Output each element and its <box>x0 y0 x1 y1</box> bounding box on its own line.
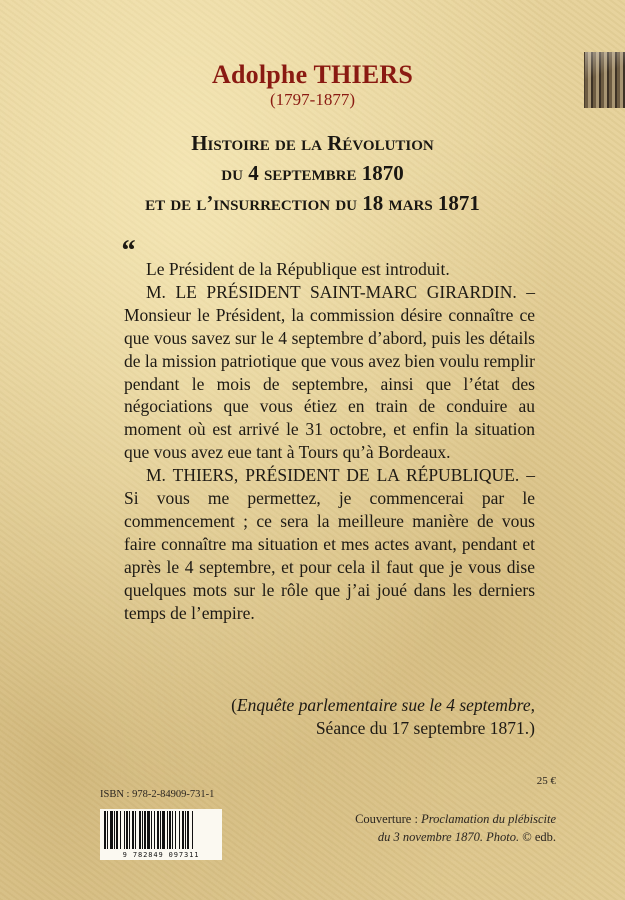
barcode-bar <box>185 811 186 849</box>
barcode-bar <box>162 811 165 849</box>
barcode-bar <box>147 811 150 849</box>
excerpt-source <box>124 694 535 740</box>
barcode-bar <box>126 811 128 849</box>
title-line-2: du 4 septembre 1870 <box>221 161 404 185</box>
excerpt-text <box>124 258 535 625</box>
barcode-bar <box>129 811 130 849</box>
barcode-bar <box>179 811 180 849</box>
barcode-digits: 9 782849 097311 <box>100 850 222 860</box>
barcode-bar <box>116 811 118 849</box>
credit-line-2-rest: © edb. <box>519 830 556 844</box>
barcode-bar <box>139 811 141 849</box>
credit-label: Couverture : <box>355 812 422 826</box>
barcode-bar <box>120 811 121 849</box>
barcode-bar <box>142 811 143 849</box>
isbn-label: ISBN : 978-2-84909-731-1 <box>100 789 215 800</box>
credit-line-1: Proclamation du plébiscite <box>421 812 556 826</box>
title-line-3: et de l’insurrection du 18 mars 1871 <box>145 191 480 215</box>
barcode-bar <box>107 811 108 849</box>
source-open-paren: ( <box>231 695 237 715</box>
source-work: Enquête parlementaire sue le 4 septembre, <box>236 695 535 715</box>
barcode-bar <box>182 811 184 849</box>
quote-mark-icon: “ <box>120 234 135 267</box>
author-dates: (1797-1877) <box>270 90 355 109</box>
barcode-bar <box>172 811 173 849</box>
cover-thumbnail-image <box>584 52 625 108</box>
cover-credit <box>320 810 556 846</box>
excerpt-paragraph-1: Le Président de la République est introduit. <box>146 259 450 279</box>
excerpt-paragraph-2: M. LE PRÉSIDENT SAINT-MARC GIRARDIN. – Monsieur le Président, la commission désire connaître ce que vous savez sur le 4 septembre d’abord, puis les détails de la mission patriotique que vous avez bien voulu remplir pendant le mois de septembre, ainsi que l’état des négociations que vous étiez en train de conduire au moment où est arrivé le 31 octobre, et enfin la situation que vous avez eue tant à Tours qu’à Bordeaux. <box>124 281 535 463</box>
price-label: 25 € <box>536 775 556 787</box>
barcode-bar <box>175 811 176 849</box>
barcode-bar <box>192 811 193 849</box>
barcode-bar <box>154 811 155 849</box>
excerpt-paragraph-3: M. THIERS, PRÉSIDENT DE LA RÉPUBLIQUE. – Si vous me permettez, je commencerai par le commencement ; ce sera la meilleure manière de vous faire connaître ma situation et mes actes avant, pendant et après le 4 septembre, et pour cela il faut que je vous dise quelques mots sur le rôle que j’ai joué dans les derniers temps de l’empire. <box>124 465 535 623</box>
barcode-bar <box>124 811 125 849</box>
barcode-bar <box>114 811 115 849</box>
barcode-bar <box>144 811 146 849</box>
barcode-bar <box>104 811 106 849</box>
barcode-bar <box>157 811 159 849</box>
credit-line-2: du 3 novembre 1870. Photo. <box>377 830 520 844</box>
source-session: Séance du 17 septembre 1871.) <box>315 718 535 738</box>
book-title <box>0 128 625 218</box>
barcode-bar <box>169 811 171 849</box>
barcode-bar <box>167 811 168 849</box>
barcode-bar <box>151 811 152 849</box>
author-name: Adolphe THIERS <box>211 60 413 89</box>
barcode-bar <box>160 811 161 849</box>
barcode-bar <box>132 811 134 849</box>
title-line-1: Histoire de la Révolution <box>191 131 434 155</box>
barcode-bar <box>135 811 136 849</box>
barcode-bar <box>110 811 113 849</box>
barcode-bar <box>187 811 189 849</box>
